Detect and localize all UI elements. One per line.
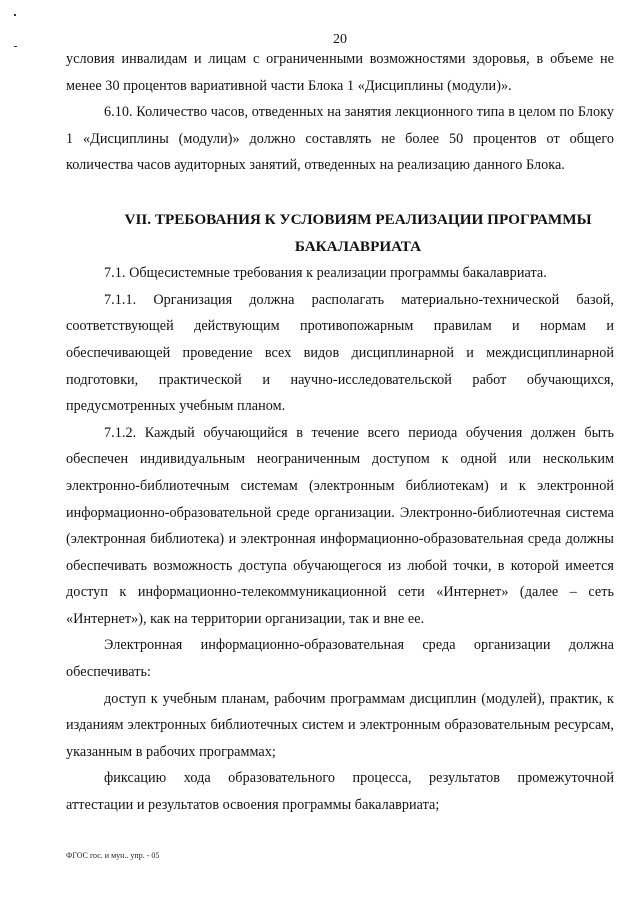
page-content	[66, 46, 614, 819]
list-item-recording: фиксацию хода образовательного процесса, результатов промежуточной аттестации и результатов освоения программы бакалавриата;	[66, 770, 614, 814]
footer-code: ФГОС гос. и мун.. упр. - 05	[66, 851, 160, 860]
scan-artifact	[14, 14, 16, 16]
page-number: 20	[333, 32, 347, 47]
paragraph-7-1-2: 7.1.2. Каждый обучающийся в течение всего периода обучения должен быть обеспечен индивидуальным неограниченным доступом к одной или нескольким электронно-библиотечным системам (электронным библиотекам) и к электронной информационно-образовательной среде организации. Электронно-библиотечная система (электронная библиотека) и электронная информационно-образовательная среда должны обеспечивать возможность доступа обучающегося из любой точки, в которой имеется доступ к информационно-телекоммуникационной сети «Интернет» (далее – сеть «Интернет»), как на территории организации, так и вне ее.	[66, 424, 614, 627]
paragraph-continuation: условия инвалидам и лицам с ограниченными возможностями здоровья, в объеме не менее 30 процентов вариативной части Блока 1 «Дисциплины (модули)».	[66, 51, 614, 94]
list-item-access: доступ к учебным планам, рабочим программам дисциплин (модулей), практик, к изданиям электронных библиотечных систем и электронным образовательным ресурсам, указанным в рабочих программах;	[66, 690, 614, 760]
paragraph-7-1: 7.1. Общесистемные требования к реализации программы бакалавриата.	[104, 265, 547, 282]
section-heading-line-2: БАКАЛАВРИАТА	[294, 237, 422, 255]
paragraph-eios-requirements: Электронная информационно-образовательная среда организации должна обеспечивать:	[66, 637, 614, 681]
paragraph-7-1-1: 7.1.1. Организация должна располагать материально-технической базой, соответствующей действующим противопожарным правилам и нормам и обеспечивающей проведение всех видов дисциплинарной и междисциплинарной подготовки, практической и научно-исследовательской работ обучающихся, предусмотренных учебным планом.	[66, 291, 614, 415]
section-heading-line-1: VII. ТРЕБОВАНИЯ К УСЛОВИЯМ РЕАЛИЗАЦИИ ПРОГРАММЫ	[124, 210, 592, 228]
paragraph-6-10: 6.10. Количество часов, отведенных на занятия лекционного типа в целом по Блоку 1 «Дисциплины (модули)» должно составлять не более 50 процентов от общего количества часов аудиторных занятий, отведенных на реализацию данного Блока.	[66, 104, 614, 174]
section-heading	[66, 207, 614, 260]
